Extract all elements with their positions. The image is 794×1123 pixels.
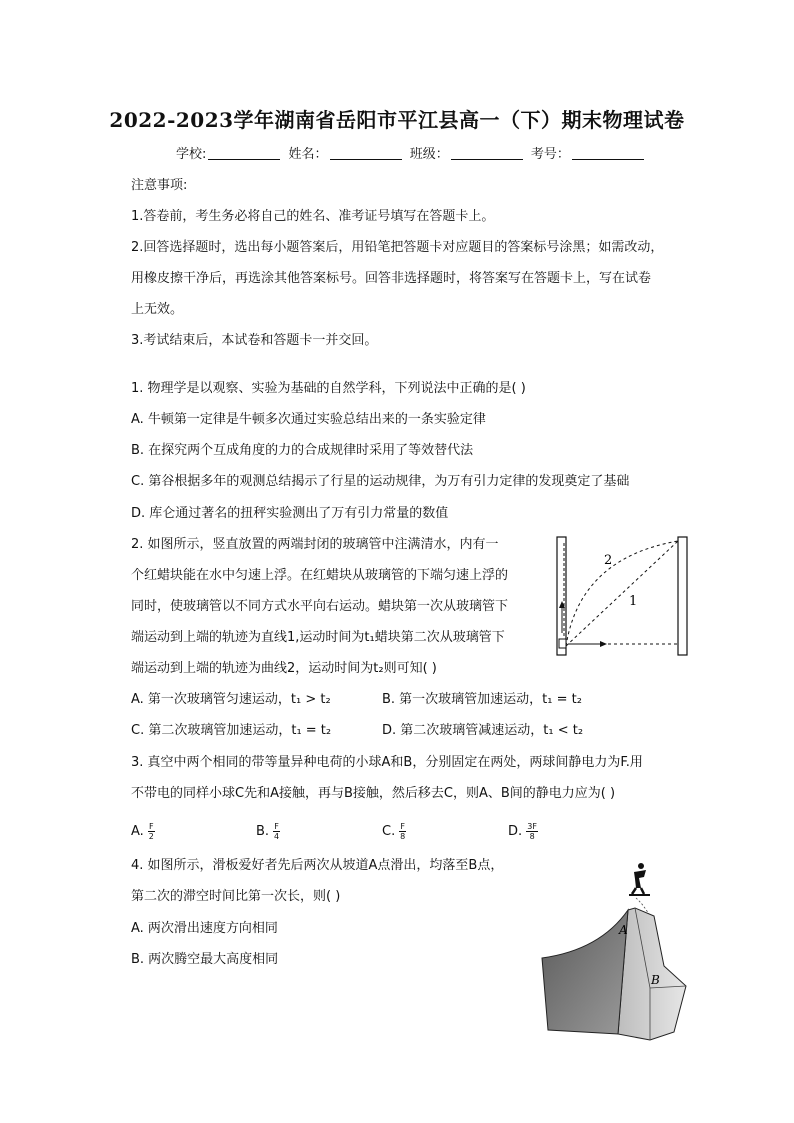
q2-trajectory-curve-2 (566, 541, 678, 646)
name-label: 姓名： (288, 147, 328, 162)
q1-option-a[interactable]: A. 牛顿第一定律是牛顿多次通过实验总结出来的一条实验定律 (131, 412, 486, 427)
q1-option-b[interactable]: B. 在探究两个互成角度的力的合成规律时采用了等效替代法 (131, 443, 474, 458)
class-blank[interactable] (451, 159, 523, 160)
q2-option-d[interactable]: D. 第二次玻璃管减速运动，t₁ < t₂ (382, 723, 584, 738)
q3-stem-line-2: 不带电的同样小球C先和A接触，再与B接触，然后移去C，则A、B间的静电力应为( ) (131, 786, 616, 801)
q3-c-numerator: F (400, 822, 405, 831)
q3-a-denominator: 2 (148, 832, 154, 841)
name-blank[interactable] (330, 159, 402, 160)
q3-option-b-label: B. (256, 824, 270, 839)
q2-right-tube (678, 537, 687, 655)
q1-option-c[interactable]: C. 第谷根据多年的观测总结揭示了行星的运动规律，为万有引力定律的发现奠定了基础 (131, 474, 630, 489)
q2-stem-line-4: 端运动到上端的轨迹为直线1,运动时间为t₁蜡块第二次从玻璃管下 (131, 630, 505, 645)
notice-item-2-line-3: 上无效。 (131, 302, 184, 317)
q4-label-b: B (651, 973, 660, 987)
number-label: 考号： (530, 147, 570, 162)
q3-option-c-fraction (399, 822, 406, 841)
q4-stem-line-1: 4. 如图所示，滑板爱好者先后两次从坡道A点滑出，均落至B点， (131, 858, 504, 873)
q3-option-d-label: D. (508, 824, 523, 839)
q4-ramp-figure (540, 858, 694, 1042)
q3-b-denominator: 4 (273, 832, 280, 841)
q1-stem: 1. 物理学是以观察、实验为基础的自然学科，下列说法中正确的是( ) (131, 381, 526, 396)
q2-left-tube (557, 537, 566, 655)
q3-option-c[interactable] (382, 822, 406, 841)
q4-option-a[interactable]: A. 两次滑出速度方向相同 (131, 921, 278, 936)
q2-stem-line-5: 端运动到上端的轨迹为曲线2，运动时间为t₂则可知( ) (131, 661, 437, 676)
school-blank[interactable] (208, 159, 280, 160)
q4-stem-line-2: 第二次的滞空时间比第一次长，则( ) (131, 889, 341, 904)
q3-b-numerator: F (274, 822, 279, 831)
class-label: 班级： (409, 147, 449, 162)
q3-d-denominator: 8 (529, 832, 535, 841)
notice-item-2-line-2: 用橡皮擦干净后，再选涂其他答案标号。回答非选择题时，将答案写在答题卡上，写在试卷 (131, 271, 652, 286)
q2-right-arrowhead (600, 641, 607, 647)
q3-option-b-fraction (273, 822, 280, 841)
notice-item-3: 3.考试结束后，本试卷和答题卡一并交回。 (131, 333, 378, 348)
q3-option-d-fraction (526, 822, 538, 841)
q2-stem-line-1: 2. 如图所示，竖直放置的两端封闭的玻璃管中注满清水，内有一 (131, 537, 499, 552)
q4-label-a: A (619, 923, 628, 937)
q4-ramp-side (542, 910, 628, 1034)
notice-heading: 注意事项: (131, 178, 188, 193)
q3-option-d[interactable] (508, 822, 538, 841)
q3-a-numerator: F (148, 822, 154, 831)
q2-stem-line-3: 同时，使玻璃管以不同方式水平向右运动。蜡块第一次从玻璃管下 (131, 599, 509, 614)
q1-option-d[interactable]: D. 库仑通过著名的扭秤实验测出了万有引力常量的数值 (131, 506, 449, 521)
q2-wax-block (559, 639, 566, 648)
q2-option-a[interactable]: A. 第一次玻璃管匀速运动，t₁ > t₂ (131, 692, 331, 707)
notice-item-2-line-1: 2.回答选择题时，选出每小题答案后，用铅笔把答题卡对应题目的答案标号涂黑；如需改动， (131, 240, 664, 255)
q4-option-b[interactable]: B. 两次腾空最大高度相同 (131, 952, 279, 967)
q2-option-b[interactable]: B. 第一次玻璃管加速运动，t₁ = t₂ (382, 692, 582, 707)
q3-option-b[interactable] (256, 822, 280, 841)
q2-tube-figure (550, 533, 700, 661)
student-info-line (176, 143, 648, 162)
q3-option-a-fraction (148, 822, 155, 841)
q2-label-2: 2 (604, 553, 613, 568)
q2-trajectory-line-1 (566, 541, 678, 646)
q2-stem-line-2: 个红蜡块能在水中匀速上浮。在红蜡块从玻璃管的下端匀速上浮的 (131, 568, 509, 583)
q3-option-a[interactable] (131, 822, 155, 841)
q2-option-c[interactable]: C. 第二次玻璃管加速运动，t₁ = t₂ (131, 723, 332, 738)
q2-label-1: 1 (629, 594, 638, 609)
q3-stem-line-1: 3. 真空中两个相同的带等量异种电荷的小球A和B，分别固定在两处，两球间静电力为F.用 (131, 755, 643, 770)
q3-option-a-label: A. (131, 824, 144, 839)
number-blank[interactable] (572, 159, 644, 160)
q3-option-c-label: C. (382, 824, 396, 839)
skateboarder-icon (629, 863, 650, 895)
notice-item-1: 1.答卷前，考生务必将自己的姓名、准考证号填写在答题卡上。 (131, 209, 495, 224)
q3-d-numerator: 3F (527, 822, 537, 831)
q3-c-denominator: 8 (400, 832, 406, 841)
school-label: 学校: (176, 147, 207, 162)
exam-title: 2022-2023学年湖南省岳阳市平江县高一（下）期末物理试卷 (109, 108, 685, 132)
